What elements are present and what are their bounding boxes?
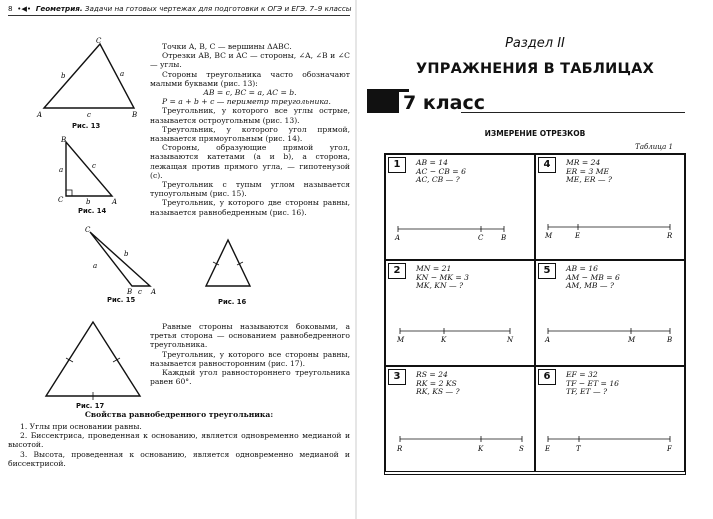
point-label: M: [628, 336, 636, 344]
para-lateral: Равные стороны называются боковыми, а третья сторона — основанием равнобедренного треугольника.: [150, 322, 350, 350]
grade-label: 7 класс: [399, 92, 489, 114]
segment-diagram: [386, 155, 536, 261]
para-angle60: Каждый угол равностороннего треугольника равен 60°.: [150, 368, 350, 387]
para-legs: Стороны, образующие прямой угол, называются катетами (a и b), а сторона, лежащая против прямого угла, — гипотенузой (c).: [150, 143, 350, 180]
fig13-label-a-side: a: [120, 70, 125, 78]
para-acute: Треугольник, у которого все углы острые, называется остроугольным (рис. 13).: [150, 106, 350, 125]
point-label: K: [478, 445, 484, 453]
left-page: [0, 0, 356, 519]
problem-number: 2: [388, 263, 406, 279]
problem-cell-2: [385, 260, 535, 366]
given-line: AM − MB = 6: [566, 272, 620, 282]
page-header: [8, 4, 350, 16]
given-line: RK = 2 KS: [416, 378, 457, 388]
given-line: TF − ET = 16: [566, 378, 619, 388]
figure-16: [200, 234, 256, 294]
point-label: M: [545, 232, 553, 240]
given-line: TF, ET — ?: [566, 387, 608, 397]
figure-15: [80, 226, 162, 296]
segment-diagram: [386, 261, 536, 367]
problem-number: 1: [388, 157, 406, 173]
point-label: R: [397, 445, 403, 453]
fig14-caption: Рис. 14: [78, 207, 107, 215]
given-line: AB = 14: [416, 158, 448, 167]
fig13-caption: Рис. 13: [72, 122, 101, 130]
given-line: RS = 24: [416, 370, 448, 379]
segment-diagram: [386, 367, 536, 473]
problem-number: 5: [538, 263, 556, 279]
topic-title: ИЗМЕРЕНИЕ ОТРЕЗКОВ: [484, 129, 586, 138]
properties-list: [8, 422, 350, 468]
point-label: E: [575, 232, 581, 240]
fig16-caption: Рис. 16: [218, 298, 247, 306]
point-label: A: [545, 336, 551, 344]
problem-cell-6: [535, 366, 685, 472]
problem-cell-1: [385, 154, 535, 260]
given-line: MN = 21: [416, 264, 452, 273]
given-line: EF = 32: [566, 370, 598, 379]
fig15-label-a-side: a: [93, 262, 98, 270]
point-label: A: [395, 234, 401, 242]
grade-underline: [461, 112, 685, 113]
given-line: RK, KS — ?: [416, 387, 460, 397]
point-label: S: [519, 445, 524, 453]
point-label: N: [507, 336, 514, 344]
problem-number: 3: [388, 369, 406, 385]
problem-number: 6: [538, 369, 556, 385]
fig13-label-b-side: b: [61, 72, 66, 80]
para-notation: Стороны треугольника часто обозначают малыми буквами (рис. 13):: [150, 69, 350, 88]
point-label: K: [441, 336, 447, 344]
given-line: MK, KN — ?: [416, 281, 464, 291]
header-bullets-icon: •◀•: [14, 4, 34, 13]
segment-diagram: [536, 367, 686, 473]
fig15-label-a-vertex: A: [151, 288, 157, 296]
figure-13: [34, 36, 146, 122]
figure-14: [56, 134, 126, 206]
point-label: B: [667, 336, 673, 344]
para-equilateral: Треугольник, у которого все стороны равны, называется равносторонним (рис. 17).: [150, 349, 350, 368]
fig14-label-c-vertex: C: [58, 196, 64, 204]
point-label: M: [397, 336, 405, 344]
para-right: Треугольник, у которого угол прямой, называется прямоугольным (рис. 14).: [150, 124, 350, 144]
para-isosceles: Треугольник, у которого две стороны равны, называется равнобедренным (рис. 16).: [150, 198, 350, 217]
section-label: Раздел II: [505, 36, 565, 51]
given-line: AM, MB — ?: [566, 281, 614, 291]
given-line: MR = 24: [566, 158, 601, 167]
property-2: 2. Биссектриса, проведенная к основанию, является одновременно медианой и высотой.: [8, 431, 350, 450]
fig14-label-a-vertex: A: [112, 198, 118, 206]
segment-diagram: [536, 155, 686, 261]
given-line: AC − CB = 6: [416, 166, 466, 176]
right-page: [357, 0, 713, 519]
page-title: УПРАЖНЕНИЯ В ТАБЛИЦАХ: [416, 61, 654, 77]
point-label: F: [667, 445, 672, 453]
properties-title: [8, 410, 350, 419]
fig15-label-b-vertex: B: [127, 288, 133, 296]
para-obtuse: Треугольник с тупым углом называется тупоугольным (рис. 15).: [150, 180, 350, 199]
fig17-caption: Рис. 17: [76, 402, 105, 410]
fig15-caption: Рис. 15: [107, 296, 136, 304]
text-block-1: [150, 42, 350, 217]
given-line: KN − MK = 3: [416, 272, 469, 282]
fig14-label-b-vertex: B: [61, 136, 67, 144]
point-label: C: [478, 234, 484, 242]
fig13-label-b-vertex: B: [132, 111, 138, 119]
property-1: 1. Углы при основании равны.: [20, 422, 142, 431]
problem-cell-4: [535, 154, 685, 260]
fig14-label-a-side: a: [59, 166, 64, 174]
para-vertices: Точки A, B, C — вершины ΔABC.: [162, 42, 292, 51]
segment-diagram: [536, 261, 686, 367]
problem-cell-3: [385, 366, 535, 472]
point-label: E: [545, 445, 551, 453]
fig15-label-b-side: b: [124, 250, 129, 258]
formula-perimeter: P = a + b + c — периметр треугольника.: [162, 97, 331, 107]
point-label: B: [501, 234, 507, 242]
page-number: 8: [8, 4, 13, 13]
text-block-2: [150, 322, 350, 386]
properties-title-text: Свойства равнобедренного треугольника:: [84, 410, 274, 419]
fig14-label-c-side: c: [92, 162, 96, 170]
exercise-table: [384, 153, 686, 475]
header-subject: Геометрия.: [35, 4, 83, 13]
fig13-label-c-vertex: C: [96, 37, 102, 45]
fig13-label-a-vertex: A: [37, 111, 43, 119]
table-label: Таблица 1: [635, 143, 673, 151]
point-label: T: [576, 445, 581, 453]
figure-17: [38, 318, 148, 400]
fig13-label-c-side: c: [87, 111, 91, 119]
given-line: ER = 3 ME: [566, 166, 610, 176]
fig15-label-c-vertex: C: [85, 226, 91, 234]
problem-number: 4: [538, 157, 556, 173]
given-line: AB = 16: [566, 264, 598, 273]
formula-sides: AB = c, BC = a, AC = b.: [203, 88, 297, 98]
point-label: R: [667, 232, 673, 240]
property-3: 3. Высота, проведенная к основанию, является одновременно медианой и биссектрисой.: [8, 449, 350, 468]
para-sides: Отрезки AB, BC и AC — стороны, ∠A, ∠B и ∠C — углы.: [150, 51, 350, 70]
header-subtitle: Задачи на готовых чертежах для подготовки к ОГЭ и ЕГЭ. 7–9 классы: [84, 4, 352, 13]
fig14-label-b-side: b: [86, 198, 91, 206]
given-line: AC, CB — ?: [416, 175, 460, 185]
given-line: ME, ER — ?: [566, 175, 612, 185]
problem-cell-5: [535, 260, 685, 366]
fig15-label-c-side: c: [138, 288, 142, 296]
